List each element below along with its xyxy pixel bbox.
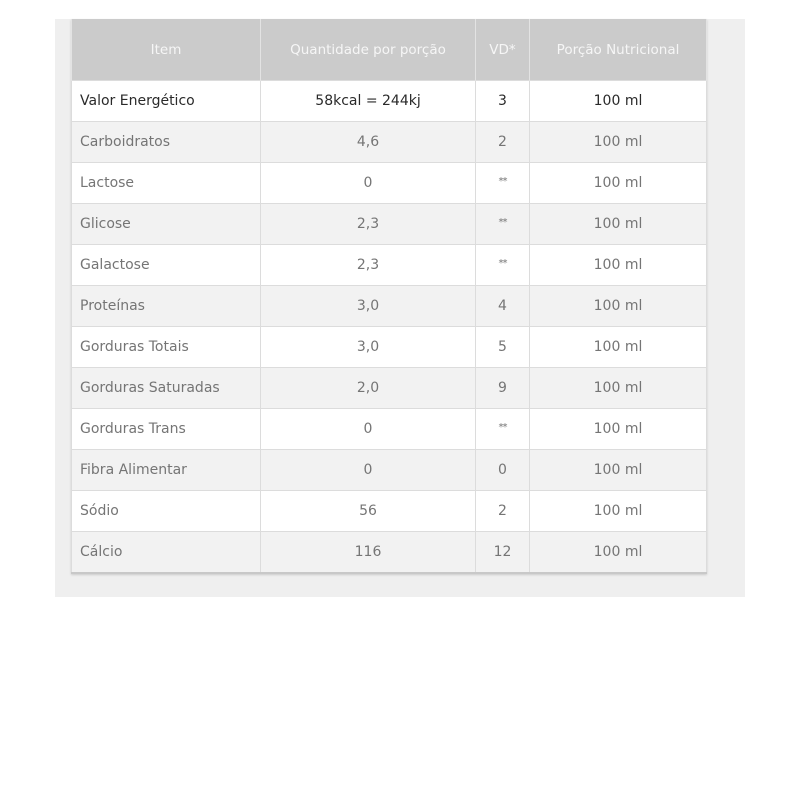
cell-quantity: 56	[261, 491, 476, 532]
table-row	[72, 532, 707, 574]
cell-portion: 100 ml	[530, 163, 707, 204]
cell-portion: 100 ml	[530, 368, 707, 409]
cell-item: Gorduras Saturadas	[72, 368, 261, 409]
cell-item: Cálcio	[72, 532, 261, 574]
cell-vd: 5	[476, 327, 530, 368]
cell-item: Gorduras Totais	[72, 327, 261, 368]
cell-quantity: 2,3	[261, 245, 476, 286]
vd-dash: **	[498, 217, 507, 228]
table-body	[72, 81, 707, 574]
table-row	[72, 81, 707, 122]
cell-portion: 100 ml	[530, 409, 707, 450]
cell-portion: 100 ml	[530, 532, 707, 574]
header-item: Item	[72, 19, 261, 81]
nutrition-panel	[55, 19, 745, 597]
cell-portion: 100 ml	[530, 81, 707, 122]
table-row	[72, 245, 707, 286]
cell-quantity: 0	[261, 409, 476, 450]
cell-item: Gorduras Trans	[72, 409, 261, 450]
vd-dash: **	[498, 422, 507, 433]
cell-quantity: 3,0	[261, 327, 476, 368]
cell-item: Proteínas	[72, 286, 261, 327]
cell-portion: 100 ml	[530, 491, 707, 532]
cell-vd	[476, 163, 530, 204]
header-portion: Porção Nutricional	[530, 19, 707, 81]
cell-vd: 12	[476, 532, 530, 574]
cell-vd: 2	[476, 491, 530, 532]
cell-quantity: 4,6	[261, 122, 476, 163]
cell-portion: 100 ml	[530, 122, 707, 163]
cell-portion: 100 ml	[530, 204, 707, 245]
vd-dash: **	[498, 176, 507, 187]
cell-portion: 100 ml	[530, 327, 707, 368]
cell-quantity: 116	[261, 532, 476, 574]
header-quantity: Quantidade por porção	[261, 19, 476, 81]
table-row	[72, 450, 707, 491]
header-row	[72, 19, 707, 81]
cell-quantity: 0	[261, 450, 476, 491]
cell-quantity: 0	[261, 163, 476, 204]
cell-quantity: 58kcal = 244kj	[261, 81, 476, 122]
cell-item: Fibra Alimentar	[72, 450, 261, 491]
table-row	[72, 204, 707, 245]
cell-vd	[476, 409, 530, 450]
table-header	[72, 19, 707, 81]
cell-item: Galactose	[72, 245, 261, 286]
cell-vd: 3	[476, 81, 530, 122]
cell-vd	[476, 245, 530, 286]
table-row	[72, 327, 707, 368]
cell-portion: 100 ml	[530, 245, 707, 286]
table-row	[72, 286, 707, 327]
cell-item: Glicose	[72, 204, 261, 245]
cell-vd: 4	[476, 286, 530, 327]
cell-item: Lactose	[72, 163, 261, 204]
vd-dash: **	[498, 258, 507, 269]
header-vd: VD*	[476, 19, 530, 81]
cell-item: Sódio	[72, 491, 261, 532]
cell-quantity: 2,3	[261, 204, 476, 245]
table-row	[72, 368, 707, 409]
nutrition-table	[71, 19, 707, 574]
cell-quantity: 3,0	[261, 286, 476, 327]
table-row	[72, 491, 707, 532]
cell-item: Valor Energético	[72, 81, 261, 122]
cell-vd: 0	[476, 450, 530, 491]
cell-vd	[476, 204, 530, 245]
table-row	[72, 163, 707, 204]
cell-portion: 100 ml	[530, 450, 707, 491]
table-row	[72, 409, 707, 450]
cell-vd: 9	[476, 368, 530, 409]
cell-vd: 2	[476, 122, 530, 163]
cell-portion: 100 ml	[530, 286, 707, 327]
table-row	[72, 122, 707, 163]
cell-quantity: 2,0	[261, 368, 476, 409]
cell-item: Carboidratos	[72, 122, 261, 163]
